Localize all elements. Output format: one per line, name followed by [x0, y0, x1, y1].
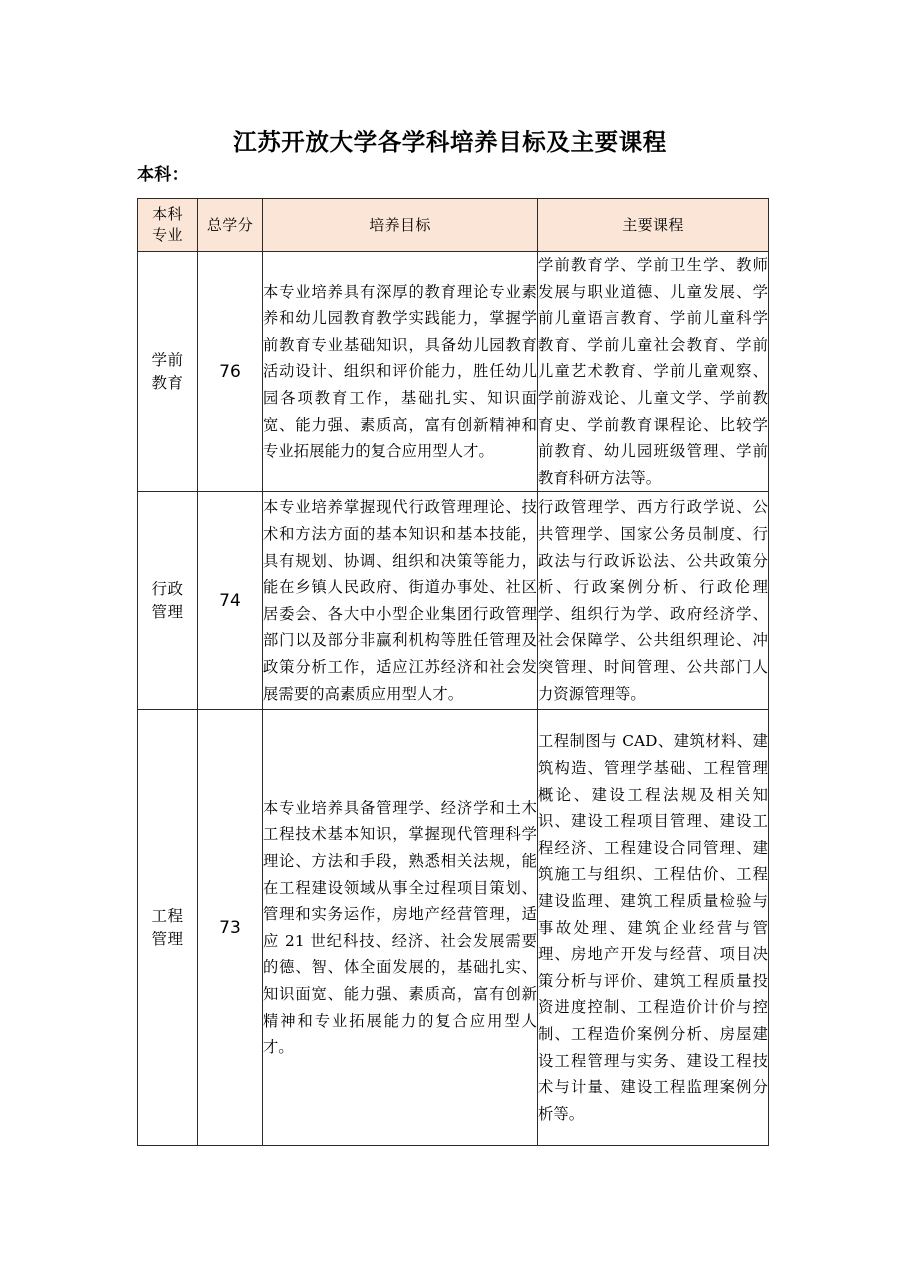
cell-total-credits: 73 [198, 710, 263, 1146]
cell-main-courses: 工程制图与 CAD、建筑材料、建筑构造、管理学基础、工程管理概论、建设工程法规及相关知识、建设工程项目管理、建设工程经济、工程建设合同管理、建筑施工与组织、工程估价、工程建设监理、建筑工程质量检验与事故处理、建筑企业经营与管理、房地产开发与经营、项目决策分析与评价、建筑工程质量投资进度控制、工程造价计价与控制、工程造价案例分析、房屋建设工程管理与实务、建设工程技术与计量、建设工程监理案例分析等。 [538, 710, 769, 1146]
cell-main-courses: 学前教育学、学前卫生学、教师发展与职业道德、儿童发展、学前儿童语言教育、学前儿童科学教育、学前儿童社会教育、学前儿童艺术教育、学前儿童观察、学前游戏论、儿童文学、学前教育史、学前教育课程论、比较学前教育、幼儿园班级管理、学前教育科研方法等。 [538, 252, 769, 492]
column-header-major-line1: 本科 [152, 205, 183, 223]
column-header-credits: 总学分 [198, 199, 263, 252]
cell-main-courses: 行政管理学、西方行政学说、公共管理学、国家公务员制度、行政法与行政诉讼法、公共政策分析、行政案例分析、行政伦理学、组织行为学、政府经济学、社会保障学、公共组织理论、冲突管理、时间管理、公共部门人力资源管理等。 [538, 492, 769, 710]
table-row [138, 710, 769, 1146]
curriculum-table-container [137, 198, 768, 1146]
major-name-line1: 行政 [151, 579, 184, 598]
major-name-line2: 管理 [151, 602, 184, 621]
table-header-row [138, 199, 769, 252]
section-label-undergraduate: 本科： [137, 165, 189, 185]
column-header-major-line2: 专业 [152, 226, 183, 244]
curriculum-table [137, 198, 769, 1146]
page-title: 江苏开放大学各学科培养目标及主要课程 [233, 127, 667, 156]
major-name-line1: 学前 [151, 350, 184, 369]
cell-training-goal: 本专业培养具备管理学、经济学和土木工程技术基本知识，掌握现代管理科学理论、方法和手段，熟悉相关法规，能在工程建设领域从事全过程项目策划、管理和实务运作，房地产经营管理，适应 21 世纪科技、经济、社会发展需要的德、智、体全面发展的，基础扎实、知识面宽、能力强、素质高，富有创新精神和专业拓展能力的复合应用型人才。 [263, 710, 538, 1146]
table-row [138, 492, 769, 710]
cell-training-goal: 本专业培养掌握现代行政管理理论、技术和方法方面的基本知识和基本技能，具有规划、协调、组织和决策等能力，能在乡镇人民政府、街道办事处、社区居委会、各大中小型企业集团行政管理部门以及部分非赢利机构等胜任管理及政策分析工作，适应江苏经济和社会发展需要的高素质应用型人才。 [263, 492, 538, 710]
cell-training-goal: 本专业培养具有深厚的教育理论专业素养和幼儿园教育教学实践能力，掌握学前教育专业基础知识，具备幼儿园教育活动设计、组织和评价能力，胜任幼儿园各项教育工作，基础扎实、知识面宽、能力强、素质高，富有创新精神和专业拓展能力的复合应用型人才。 [263, 252, 538, 492]
cell-major-name [138, 710, 198, 1146]
cell-major-name [138, 492, 198, 710]
cell-major-name [138, 252, 198, 492]
major-name-line1: 工程 [151, 906, 184, 925]
column-header-courses: 主要课程 [538, 199, 769, 252]
cell-total-credits: 74 [198, 492, 263, 710]
cell-total-credits: 76 [198, 252, 263, 492]
table-row [138, 252, 769, 492]
major-name-line2: 管理 [151, 929, 184, 948]
major-name-line2: 教育 [151, 373, 184, 392]
column-header-goal: 培养目标 [263, 199, 538, 252]
column-header-major [138, 199, 198, 252]
